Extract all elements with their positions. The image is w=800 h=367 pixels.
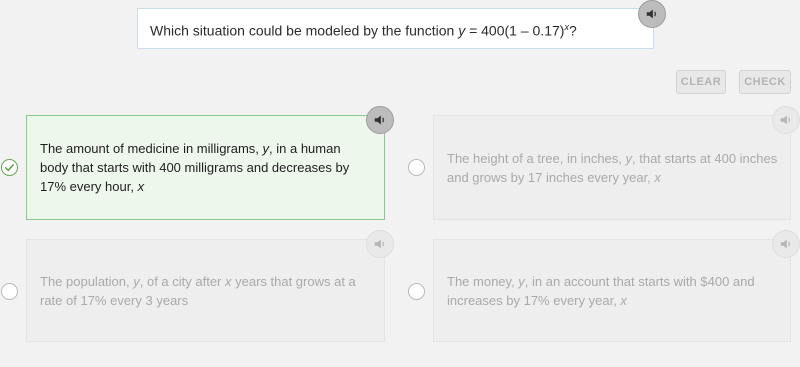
check-mark-icon bbox=[4, 162, 15, 173]
question-var-y: y bbox=[458, 22, 466, 39]
speaker-icon bbox=[373, 237, 387, 251]
answer-3-radio[interactable] bbox=[1, 283, 18, 300]
answer-option-2[interactable] bbox=[433, 115, 791, 220]
speaker-icon bbox=[779, 237, 793, 251]
question-exponent: x bbox=[564, 22, 569, 32]
question-prefix: Which situation could be modeled by the function bbox=[150, 22, 459, 39]
question-equation: = 400(1 – 0.17) bbox=[465, 22, 565, 39]
question-prompt bbox=[137, 8, 654, 49]
answer-4-text: The money, y, in an account that starts with $400 and increases by 17% every year, x bbox=[447, 273, 755, 308]
speaker-icon bbox=[645, 7, 659, 21]
answer-1-speaker-button[interactable] bbox=[366, 106, 394, 134]
answer-4-radio[interactable] bbox=[408, 283, 425, 300]
answer-1-radio[interactable] bbox=[1, 159, 18, 176]
answer-3-text: The population, y, of a city after x years that grows at a rate of 17% every 3 years bbox=[40, 273, 356, 308]
answer-3-speaker-button[interactable] bbox=[366, 230, 394, 258]
question-suffix: ? bbox=[568, 22, 577, 39]
answer-2-text: The height of a tree, in inches, y, that starts at 400 inches and grows by 17 inches every year, x bbox=[447, 150, 778, 185]
answer-1-text: The amount of medicine in milligrams, y, in a human body that starts with 400 milligrams and decreases by 17% every hour, x bbox=[40, 141, 350, 194]
clear-button[interactable]: CLEAR bbox=[676, 70, 726, 94]
check-button[interactable]: CHECK bbox=[739, 70, 791, 94]
answer-2-radio[interactable] bbox=[408, 159, 425, 176]
answer-option-3[interactable] bbox=[26, 239, 385, 342]
answer-2-speaker-button[interactable] bbox=[772, 106, 800, 134]
answer-4-speaker-button[interactable] bbox=[772, 230, 800, 258]
answer-option-4[interactable] bbox=[433, 239, 791, 342]
speaker-icon bbox=[779, 113, 793, 127]
answer-option-1[interactable] bbox=[26, 115, 385, 220]
question-speaker-button[interactable] bbox=[638, 0, 666, 28]
speaker-icon bbox=[373, 113, 387, 127]
